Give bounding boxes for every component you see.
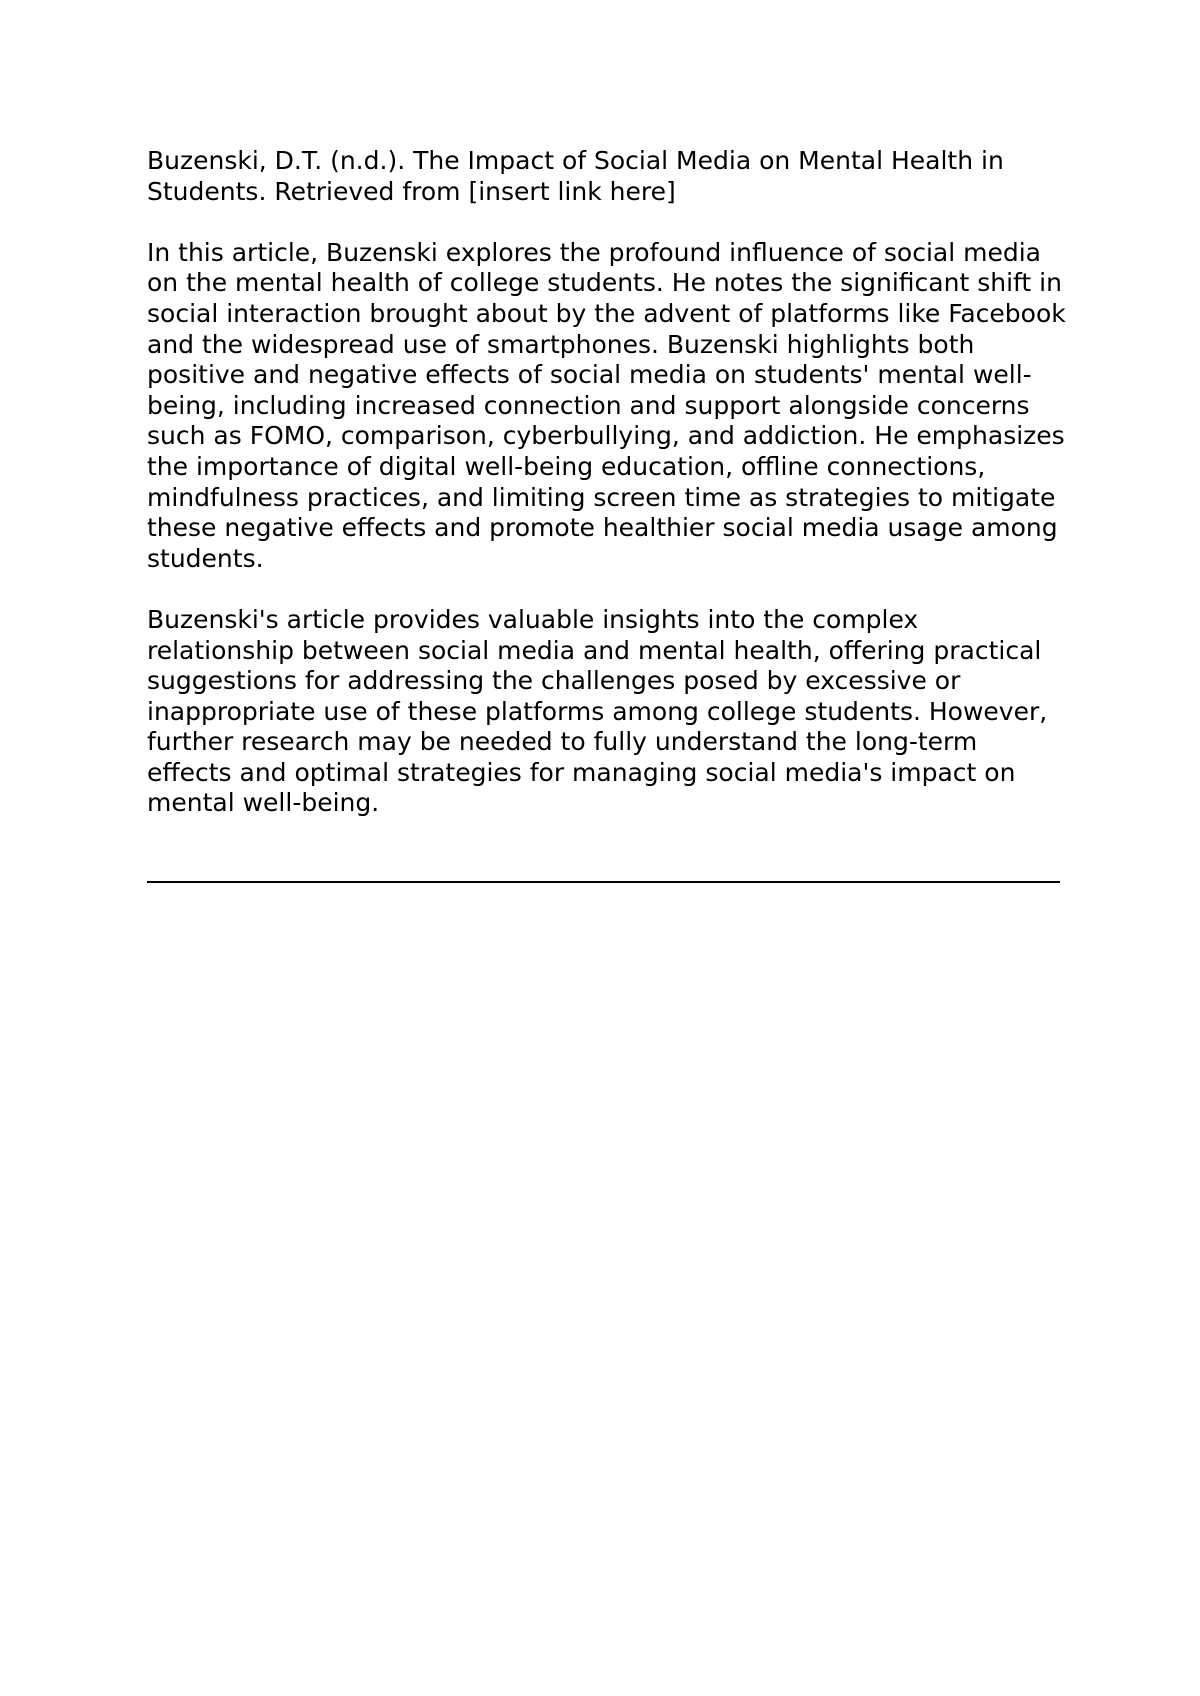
citation: Buzenski, D.T. (n.d.). The Impact of Social Media on Mental Health in Students. Retrieved from [insert link here] bbox=[147, 146, 1004, 206]
evaluation-paragraph: Buzenski's article provides valuable insights into the complex relationship between social media and mental health, offering practical suggestions for addressing the challenges posed by excessive or inappropriate use of these platforms among college students. However, further research may be needed to fully understand the long-term effects and optimal strategies for managing social media's impact on mental well-being. bbox=[147, 604, 1048, 818]
summary-paragraph: In this article, Buzenski explores the profound influence of social media on the mental health of college students. He notes the significant shift in social interaction brought about by the advent of platforms like Facebook and the widespread use of smartphones. Buzenski highlights both positive and negative effects of social media on students' mental well-being, including increased connection and support alongside concerns such as FOMO, comparison, cyberbullying, and addiction. He emphasizes the importance of digital well-being education, offline connections, mindfulness practices, and limiting screen time as strategies to mitigate these negative effects and promote healthier social media usage among students. bbox=[147, 237, 1066, 573]
horizontal-rule bbox=[147, 881, 1060, 883]
document-body bbox=[147, 146, 1067, 819]
